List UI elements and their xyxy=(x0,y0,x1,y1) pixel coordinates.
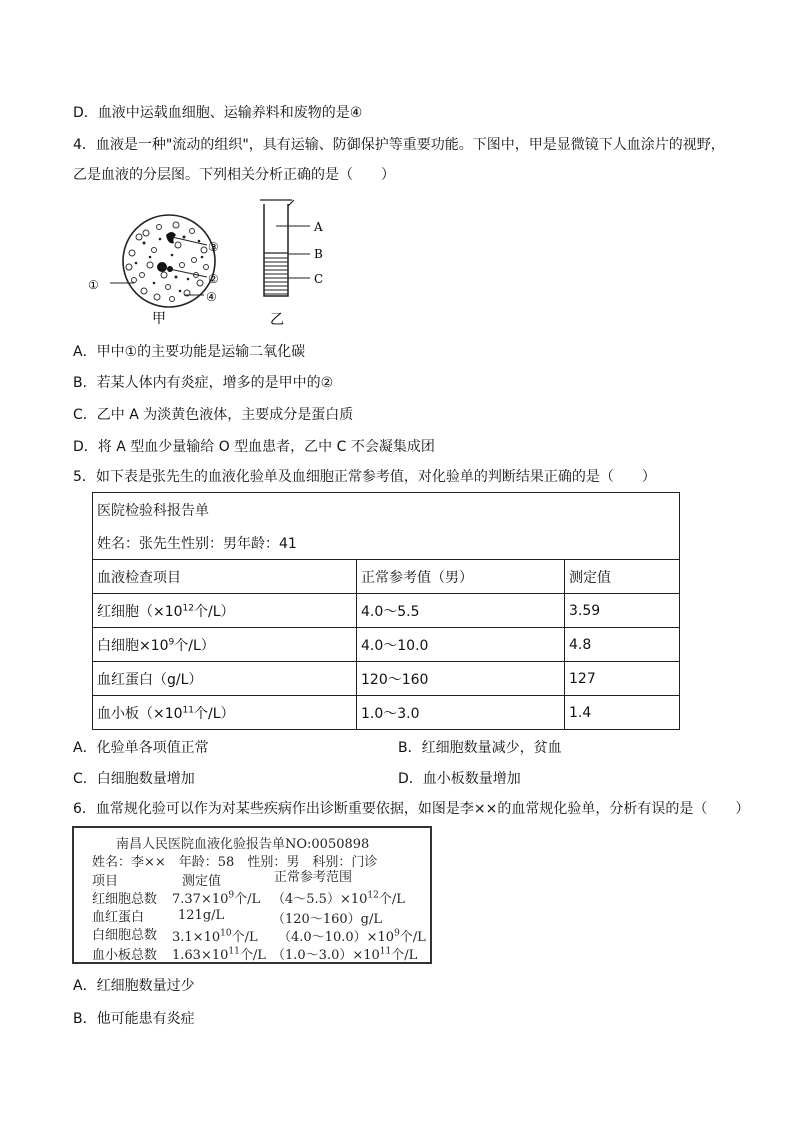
q5-row-item: 血小板（$\times 10^{11}$个/L） xyxy=(93,696,357,730)
jia-caption: 甲 xyxy=(152,311,166,327)
q6-col-value: 测定值 xyxy=(182,874,222,889)
q5-row-ref: 4.0～10.0 xyxy=(357,628,565,662)
q6-option-b: B．他可能患有炎症 xyxy=(73,1011,195,1027)
q5-row-value: 3.59 xyxy=(565,594,680,628)
q6-row-item: 红细胞总数 xyxy=(92,892,158,907)
q4-option-c: C．乙中 A 为淡黄色液体，主要成分是蛋白质 xyxy=(73,407,354,423)
q6-row-item: 血红蛋白 xyxy=(92,910,145,925)
q5-row-item: 血红蛋白（g/L） xyxy=(93,662,357,696)
q6-report-patient: 姓名：李×× 年龄：58 性别：男 科别：门诊 xyxy=(92,855,378,870)
q5-option-d: D．血小板数量增加 xyxy=(398,771,521,787)
jia-label-3: ③ xyxy=(208,240,219,254)
q5-row-value: 127 xyxy=(565,662,680,696)
q5-table-title: 医院检验科报告单 xyxy=(93,493,680,527)
q5-row-item: 红细胞（$\times 10^{12}$个/L） xyxy=(93,594,357,628)
q5-row-value: 1.4 xyxy=(565,696,680,730)
figure-yi-test-tube xyxy=(252,196,342,330)
q6-row-value: 121g/L xyxy=(178,908,225,923)
q4-stem-line2: 乙是血液的分层图。下列相关分析正确的是（ ） xyxy=(73,167,395,183)
q5-report-table xyxy=(92,492,680,730)
q6-row-ref: （120～160）g/L xyxy=(272,912,382,927)
q4-option-d: D．将 A 型血少量输给 O 型血患者，乙中 C 不会凝集成团 xyxy=(73,439,435,455)
q5-table-patient: 姓名：张先生性别：男年龄：41 xyxy=(93,526,680,560)
q6-row-ref: $(1.0\sim 3.0)\times 10^{11}$个/L xyxy=(272,946,418,963)
q6-option-a: A．红细胞数量过少 xyxy=(73,978,195,994)
q5-header-item: 血液检查项目 xyxy=(93,560,357,594)
q4-option-a: A．甲中①的主要功能是运输二氧化碳 xyxy=(73,344,306,360)
q5-header-ref: 正常参考值（男） xyxy=(357,560,565,594)
q4-option-b: B．若某人体内有炎症，增多的是甲中的② xyxy=(73,375,334,391)
q5-header-value: 测定值 xyxy=(565,560,680,594)
q6-lab-report-image xyxy=(72,826,432,964)
jia-label-1: ① xyxy=(88,278,99,292)
q5-option-b: B．红细胞数量减少，贫血 xyxy=(398,740,562,756)
q6-row-value: $7.37\times 10^9$个/L xyxy=(172,890,261,907)
q6-row-value: $1.63\times 10^{11}$个/L xyxy=(172,946,266,963)
q6-row-ref: $(4.0\sim 10.0)\times 10^9$个/L xyxy=(278,928,426,945)
q6-stem: 6．血常规化验可以作为对某些疾病作出诊断重要依据，如图是李××的血常规化验单，分析有误的是（ ） xyxy=(73,801,750,817)
table-row xyxy=(93,628,680,662)
jia-label-4: ④ xyxy=(206,290,217,304)
q5-row-ref: 120～160 xyxy=(357,662,565,696)
q5-row-item: 白细胞$\times 10^9$个/L） xyxy=(93,628,357,662)
yi-label-a: A xyxy=(314,220,323,234)
q5-stem: 5．如下表是张先生的血液化验单及血细胞正常参考值，对化验单的判断结果正确的是（ ） xyxy=(73,469,656,485)
q6-row-ref: $(4\sim 5.5)\times 10^{12}$个/L xyxy=(272,890,405,907)
q6-row-item: 血小板总数 xyxy=(92,948,158,963)
jia-label-2: ② xyxy=(208,272,219,286)
yi-label-b: B xyxy=(314,247,323,261)
yi-caption: 乙 xyxy=(270,312,284,328)
table-row xyxy=(93,594,680,628)
q6-col-item: 项目 xyxy=(92,874,119,889)
figure-jia-blood-smear xyxy=(84,205,244,330)
table-row xyxy=(93,662,680,696)
q6-row-value: $3.1\times 10^{10}$个/L xyxy=(172,928,258,945)
q6-col-ref: 正常参考范围 xyxy=(274,870,353,885)
q5-row-value: 4.8 xyxy=(565,628,680,662)
q5-option-c: C．白细胞数量增加 xyxy=(73,771,195,787)
q5-option-a: A．化验单各项值正常 xyxy=(73,740,209,756)
q5-row-ref: 1.0～3.0 xyxy=(357,696,565,730)
q3-option-d: D．血液中运载血细胞、运输养料和废物的是④ xyxy=(73,105,363,121)
q6-report-title: 南昌人民医院血液化验报告单NO:0050898 xyxy=(116,837,370,852)
yi-label-c: C xyxy=(314,272,324,286)
q6-row-item: 白细胞总数 xyxy=(92,928,158,943)
q4-stem-line1: 4．血液是一种"流动的组织"，具有运输、防御保护等重要功能。下图中，甲是显微镜下人血涂片的视野， xyxy=(73,137,725,153)
table-row xyxy=(93,696,680,730)
q5-row-ref: 4.0～5.5 xyxy=(357,594,565,628)
